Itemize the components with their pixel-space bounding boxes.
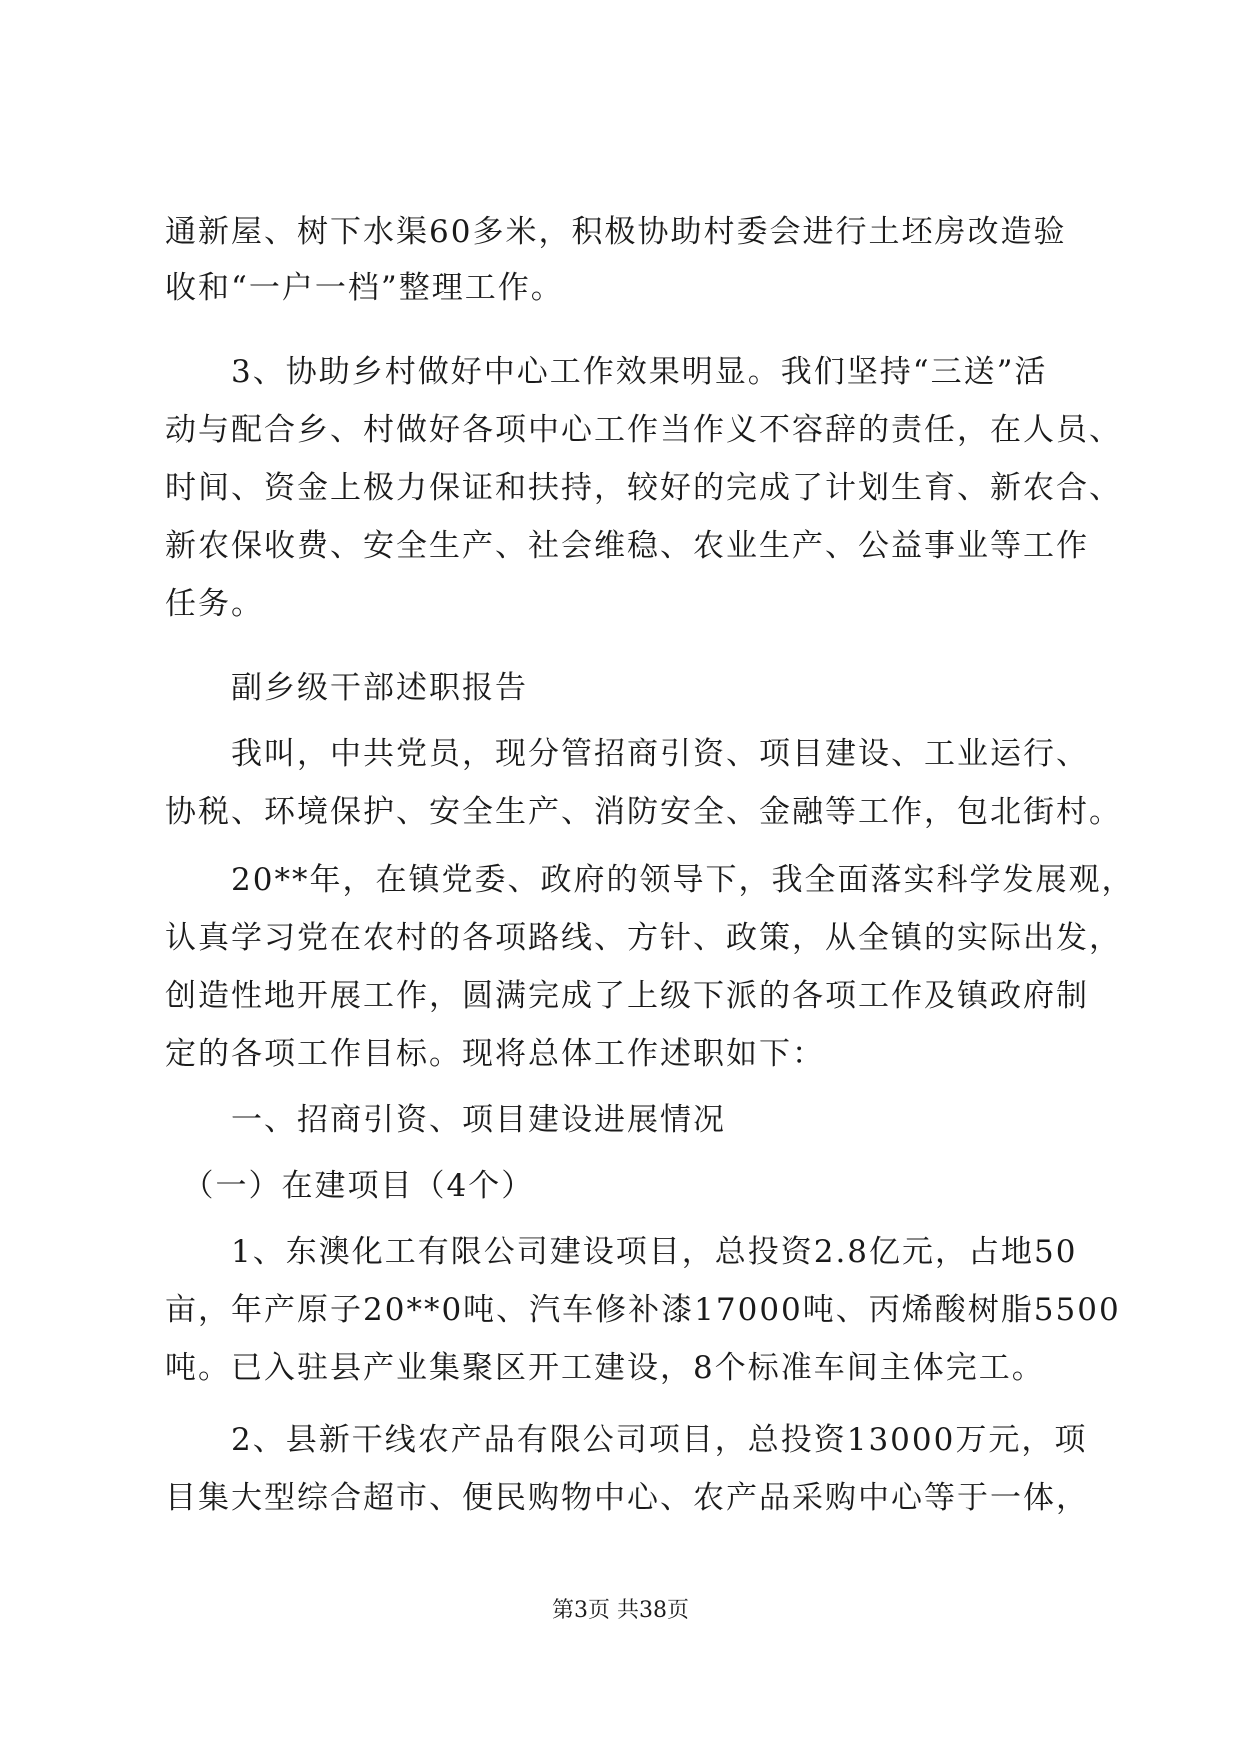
text-line: 亩，年产原子20**0吨、汽车修补漆17000吨、丙烯酸树脂5500 [165, 1292, 1121, 1328]
text-line: 吨。已入驻县产业集聚区开工建设，8个标准车间主体完工。 [165, 1350, 1045, 1386]
subsection-heading: （一）在建项目（4个） [165, 1168, 535, 1204]
section-heading: 副乡级干部述职报告 [165, 670, 528, 706]
text-line: 动与配合乡、村做好各项中心工作当作义不容辞的责任，在人员、 [165, 412, 1122, 448]
text-line: 我叫，中共党员，现分管招商引资、项目建设、工业运行、 [165, 736, 1089, 772]
text-line: 目集大型综合超市、便民购物中心、农产品采购中心等于一体， [165, 1480, 1089, 1516]
text-line: 20**年，在镇党委、政府的领导下，我全面落实科学发展观， [165, 862, 1135, 898]
text-line: 协税、环境保护、安全生产、消防安全、金融等工作，包北街村。 [165, 794, 1122, 830]
text-line: 任务。 [165, 586, 264, 622]
text-line: 创造性地开展工作，圆满完成了上级下派的各项工作及镇政府制 [165, 978, 1089, 1014]
text-line: 3、协助乡村做好中心工作效果明显。我们坚持“三送”活 [165, 354, 1048, 390]
page-footer: 第3页 共38页 [552, 1598, 689, 1623]
text-line: 收和“一户一档”整理工作。 [165, 270, 564, 306]
text-line: 新农保收费、安全生产、社会维稳、农业生产、公益事业等工作 [165, 528, 1089, 564]
text-line: 通新屋、树下水渠60多米，积极协助村委会进行土坯房改造验 [165, 214, 1067, 250]
text-line: 定的各项工作目标。现将总体工作述职如下： [165, 1036, 825, 1072]
section-heading: 一、招商引资、项目建设进展情况 [165, 1102, 726, 1138]
text-line: 时间、资金上极力保证和扶持，较好的完成了计划生育、新农合、 [165, 470, 1122, 506]
text-line: 认真学习党在农村的各项路线、方针、政策，从全镇的实际出发， [165, 920, 1122, 956]
text-line: 1、东澳化工有限公司建设项目，总投资2.8亿元，占地50 [165, 1234, 1078, 1270]
text-line: 2、县新干线农产品有限公司项目，总投资13000万元，项 [165, 1422, 1088, 1458]
